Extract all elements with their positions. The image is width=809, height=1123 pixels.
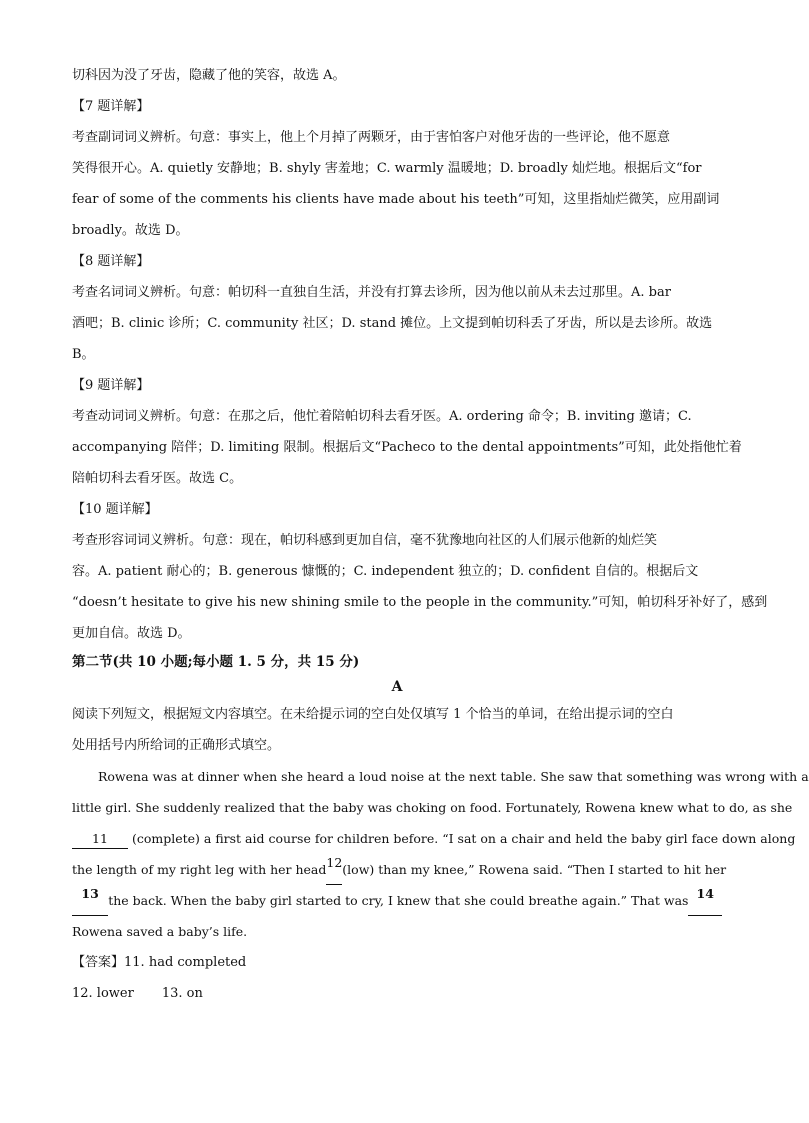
passage-text: the length of my right leg with her head <box>72 862 327 877</box>
answer-label: 【答案】 <box>72 955 125 970</box>
blank-13[interactable]: 13 <box>72 885 108 916</box>
passage-text: (low) than my knee,” Rowena said. “Then I started to hit her <box>342 862 727 877</box>
passage-line-5 <box>72 885 722 916</box>
section-title: 第二节(共 10 小题;每小题 1. 5 分，共 15 分) <box>72 654 360 670</box>
q8-line-2: 酒吧；B. clinic 诊所；C. community 社区；D. stand 摊位。上文提到帕切科丢了牙齿，所以是去诊所。故选 <box>72 316 713 331</box>
blank-11[interactable]: 11 <box>72 830 128 849</box>
q7-heading: 【7 题详解】 <box>72 99 150 114</box>
q7-line-4: broadly。故选 D。 <box>72 223 189 238</box>
q9-line-1: 考查动词词义辨析。句意：在那之后，他忙着陪帕切科去看牙医。A. ordering 命令；B. inviting 邀请；C. <box>72 409 692 424</box>
q8-line-1: 考查名词词义辨析。句意：帕切科一直独自生活，并没有打算去诊所，因为他以前从未去过那里。A. bar <box>72 285 671 300</box>
blank-14[interactable]: 14 <box>688 885 722 916</box>
q7-line-2: 笑得很开心。A. quietly 安静地；B. shyly 害羞地；C. warmly 温暖地；D. broadly 灿烂地。根据后文“for <box>72 161 702 176</box>
passage-line-6: Rowena saved a baby’s life. <box>72 924 248 939</box>
passage-line-1: Rowena was at dinner when she heard a loud noise at the next table. She saw that something was wrong with a <box>98 769 809 784</box>
blank-12[interactable]: 12 <box>326 854 342 885</box>
answer-13: 13. on <box>161 986 203 1001</box>
q8-line-3: B。 <box>72 347 95 362</box>
q8-heading: 【8 题详解】 <box>72 254 150 269</box>
q10-line-3: “doesn’t hesitate to give his new shining smile to the people in the community.”可知，帕切科牙补好了，感到 <box>72 595 768 610</box>
q9-line-3: 陪帕切科去看牙医。故选 C。 <box>72 471 243 486</box>
answer-line-2 <box>72 978 722 1009</box>
q7-line-1: 考查副词词义辨析。句意：事实上，他上个月掉了两颗牙，由于害怕客户对他牙齿的一些评论，他不愿意 <box>72 130 671 145</box>
q9-line-2: accompanying 陪伴；D. limiting 限制。根据后文“Pacheco to the dental appointments”可知，此处指他忙着 <box>72 440 742 455</box>
passage-line-2: little girl. She suddenly realized that the baby was choking on food. Fortunately, Rowena knew what to do, as she <box>72 800 793 815</box>
q10-heading: 【10 题详解】 <box>72 502 158 517</box>
answer-11: 11. had completed <box>124 955 247 970</box>
q9-heading: 【9 题详解】 <box>72 378 150 393</box>
document-page <box>72 60 809 1009</box>
q10-line-2: 容。A. patient 耐心的；B. generous 慷慨的；C. independent 独立的；D. confident 自信的。根据后文 <box>72 564 699 579</box>
instruction-line-2: 处用括号内所给词的正确形式填空。 <box>72 738 281 753</box>
q10-line-4: 更加自信。故选 D。 <box>72 626 191 641</box>
instruction-line-1: 阅读下列短文，根据短文内容填空。在未给提示词的空白处仅填写 1 个恰当的单词，在给出提示词的空白 <box>72 707 674 722</box>
answer-line-1 <box>72 947 722 978</box>
text-line: 切科因为没了牙齿，隐藏了他的笑容，故选 A。 <box>72 68 346 83</box>
passage-text: (complete) a first aid course for children before. “I sat on a chair and held the baby girl face down along <box>131 831 796 846</box>
passage-line-3 <box>72 823 796 854</box>
answer-12: 12. lower <box>72 986 134 1001</box>
q10-line-1: 考查形容词词义辨析。句意：现在，帕切科感到更加自信，毫不犹豫地向社区的人们展示他新的灿烂笑 <box>72 533 658 548</box>
passage-text: the back. When the baby girl started to cry, I knew that she could breathe again.” That was <box>108 893 689 908</box>
passage-line-4 <box>72 854 727 885</box>
q7-line-3: fear of some of the comments his clients have made about his teeth”可知，这里指灿烂微笑，应用副词 <box>72 192 720 207</box>
part-title: A <box>391 679 403 695</box>
